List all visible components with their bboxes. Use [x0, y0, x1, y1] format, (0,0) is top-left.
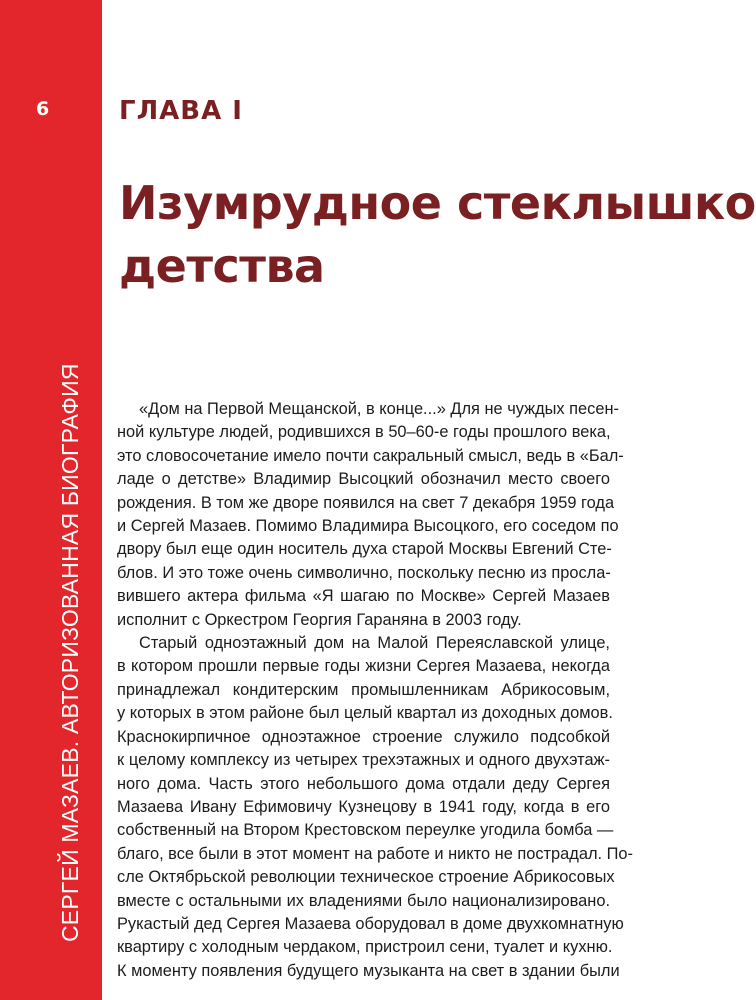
text-line: рождения. В том же дворе появился на свет 7 декабря 1959 года	[117, 493, 615, 512]
text-line: у которых в этом районе был целый квартал из доходных домов.	[117, 704, 613, 723]
text-line: Рукастый дед Сергея Мазаева оборудовал в доме двухкомнатную	[117, 914, 624, 933]
text-line: квартиру с холодным чердаком, пристроил сени, туалет и кухню.	[117, 938, 613, 957]
paragraph-2	[117, 632, 633, 983]
text-line: в котором прошли первые годы жизни Сергея Мазаева, некогда	[117, 657, 610, 676]
paragraph-1	[117, 398, 624, 632]
text-line: собственный на Втором Крестовском переулке угодила бомба —	[117, 821, 614, 840]
page-number: 6	[36, 98, 50, 120]
text-line: Старый одноэтажный дом на Малой Переяславской улице,	[139, 634, 610, 653]
text-line: исполнит с Оркестром Георгия Гараняна в 2003 году.	[117, 610, 522, 629]
text-line: и Сергей Мазаев. Помимо Владимира Высоцкого, его соседом по	[117, 517, 619, 536]
text-line: «Дом на Первой Мещанской, в конце...» Для не чуждых песен-	[139, 400, 619, 418]
text-line: блов. И это тоже очень символично, поскольку песню из просла-	[117, 563, 611, 582]
side-band	[0, 0, 102, 1000]
text-line: сле Октябрьской революции техническое строение Абрикосовых	[117, 868, 615, 887]
text-line: Мазаева Ивану Ефимовичу Кузнецову в 1941 году, когда в его	[117, 797, 610, 816]
text-line: двору был еще один носитель духа старой Москвы Евгений Сте-	[117, 540, 612, 559]
chapter-title	[119, 172, 756, 298]
body-text	[117, 398, 633, 983]
text-line: ной культуре людей, родившихся в 50–60-е годы прошлого века,	[117, 423, 611, 442]
text-line: благо, все были в этот момент на работе и никто не пострадал. По-	[117, 844, 633, 863]
text-line: принадлежал кондитерским промышленникам Абрикосовым,	[117, 680, 610, 699]
text-line: к целому комплексу из четырех трехэтажных и одного двухэтаж-	[117, 751, 610, 770]
text-line: это словосочетание имело почти сакральный смысл, ведь в «Бал-	[117, 446, 624, 465]
text-line: вившего актера фильма «Я шагаю по Москве» Сергей Мазаев	[117, 587, 610, 606]
text-line: вместе с остальными их владениями было национализировано.	[117, 891, 610, 910]
text-line: ладе о детстве» Владимир Высоцкий обозначил место своего	[117, 470, 610, 489]
chapter-label: ГЛАВА I	[119, 96, 243, 126]
text-line: Краснокирпичное одноэтажное строение служило подсобкой	[117, 727, 610, 746]
chapter-title-line: детства	[119, 239, 325, 293]
chapter-title-line: Изумрудное стеклышко	[119, 176, 756, 230]
running-title: СЕРГЕЙ МАЗАЕВ. АВТОРИЗОВАННАЯ БИОГРАФИЯ	[57, 363, 83, 942]
text-line: К моменту появления будущего музыканта на свет в здании были	[117, 961, 620, 980]
text-line: ного дома. Часть этого небольшого дома отдали деду Сергея	[117, 774, 610, 793]
